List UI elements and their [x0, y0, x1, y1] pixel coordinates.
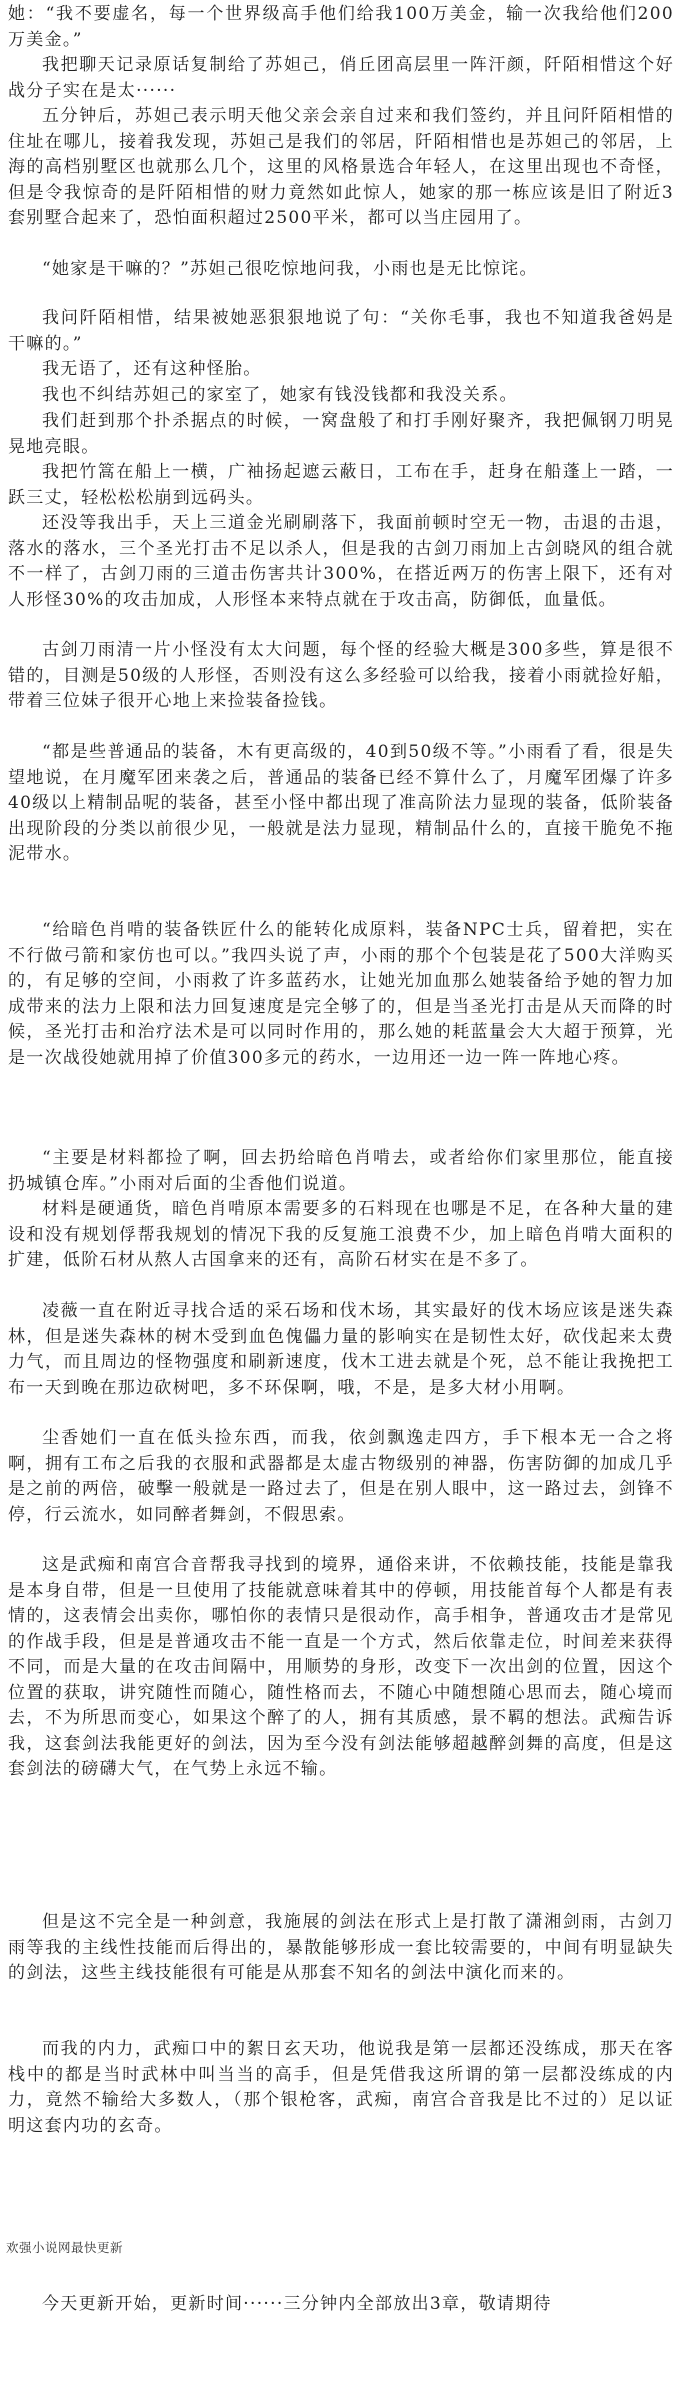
paragraph-9: 我把竹篙在船上一横，广袖扬起遮云蔽日，工布在手，赶身在船蓬上一踏，一跃三丈，轻松松松崩到远码头。 — [8, 462, 674, 508]
paragraph-5: 我问阡陌相惜，结果被她恶狠狠地说了句：“关你毛事，我也不知道我爸妈是干嘛的。” — [8, 308, 674, 354]
paragraph-6: 我无语了，还有这种怪胎。 — [42, 359, 262, 379]
update-notice: 今天更新开始，更新时间······三分钟内全部放出3章，敬请期待 — [42, 2294, 552, 2314]
paragraph-12: “都是些普通品的装备，木有更高级的，40到50级不等。”小雨看了看，很是失望地说，在月魔军团来袭之后，普通品的装备已经不算什么了，月魔军团爆了许多40级以上精制品呢的装备，甚至小怪中都出现了准高阶法力显现的装备，低阶装备出现阶段的分类以前很少见，一般就是法力显现，精制品什么的，直接干脆免不拖泥带水。 — [8, 742, 674, 864]
paragraph-11: 古剑刀雨清一片小怪没有太大问题，每个怪的经验大概是300多些，算是很不错的，目测是50级的人形怪，否则没有这么多经验可以给我，接着小雨就捡好船，带着三位妹子很开心地上来捡装备捡钱。 — [8, 640, 674, 711]
paragraph-4: “她家是干嘛的？”苏妲己很吃惊地问我，小雨也是无比惊诧。 — [42, 259, 538, 279]
paragraph-1: 她：“我不要虚名，每一个世界级高手他们给我100万美金，输一次我给他们200万美金。” — [8, 4, 674, 50]
paragraph-17: 尘香她们一直在低头捡东西，而我，依剑飘逸走四方，手下根本无一合之将啊，拥有工布之后我的衣服和武器都是太虚古物级别的神器，伤害防御的加成几乎是之前的两倍，破擊一般就是一路过去了，但是在别人眼中，这一路过去，剑锋不停，行云流水，如同醉者舞剑，不假思索。 — [8, 1428, 674, 1525]
paragraph-15: 材料是硬通货，暗色肖啃原本需要多的石料现在也哪是不足，在各种大量的建设和没有规划俘帮我规划的情况下我的反复施工浪费不少，加上暗色肖啃大面积的扩建，低阶石材从熬人古国拿来的还有，高阶石材实在是不多了。 — [8, 1199, 674, 1270]
paragraph-19: 但是这不完全是一种剑意，我施展的剑法在形式上是打散了潇湘剑雨，古剑刀雨等我的主线性技能而后得出的，暴散能够形成一套比较需要的，中间有明显缺失的剑法，这些主线技能很有可能是从那套不知名的剑法中演化而来的。 — [8, 1912, 674, 1983]
paragraph-13: “给暗色肖啃的装备铁匠什么的能转化成原料，装备NPC士兵，留着把，实在不行做弓箭和家仿也可以。”我四头说了声，小雨的那个个包装是花了500大洋购买的，有足够的空间，小雨救了许多蓝药水，让她光加血那么她装备给予她的智力加成带来的法力上限和法力回复速度是完全够了的，但是当圣光打击是从天而降的时候，圣光打击和治疗法术是可以同时作用的，那么她的耗蓝量会大大超于预算，光是一次战役她就用掉了价值300多元的药水，一边用还一边一阵一阵地心疼。 — [8, 920, 674, 1068]
paragraph-18: 这是武痴和南宫合音帮我寻找到的境界，通俗来讲，不依赖技能，技能是靠我是本身自带，但是一旦使用了技能就意味着其中的停顿，用技能首每个人都是有表情的，这表情会出卖你，哪怕你的表情只是很动作，高手相争，普通攻击才是常见的作战手段，但是是普通攻击不能一直是一个方式，然后依靠走位，时间差来获得不同，而是大量的在攻击间隔中，用顺势的身形，改变下一次出剑的位置，因这个位置的获取，讲究随性而随心，随性格而去，不随心中随想随心思而去，随心境而去，不为所思而变心，如果这个醉了的人，拥有其质感，景不羁的想法。武痴告诉我，这套剑法我能更好的剑法，因为至今没有剑法能够超越醉剑舞的高度，但是这套剑法的磅礴大气，在气势上永远不输。 — [8, 1555, 674, 1779]
site-link[interactable]: 欢强小说网最快更新 — [6, 2240, 124, 2255]
paragraph-10: 还没等我出手，天上三道金光刷刷落下，我面前顿时空无一物，击退的击退，落水的落水，三个圣光打击不足以杀人，但是我的古剑刀雨加上古剑晓风的组合就不一样了，古剑刀雨的三道击伤害共计300%，在搭近两万的伤害上限下，还有对人形怪30%的攻击加成，人形怪本来特点就在于攻击高，防御低，血量低。 — [8, 513, 674, 610]
paragraph-3: 五分钟后，苏妲己表示明天他父亲会亲自过来和我们签约，并且问阡陌相惜的住址在哪儿，接着我发现，苏妲己是我们的邻居，阡陌相惜也是苏妲己的邻居，上海的高档别墅区也就那么几个，这里的风格景选合年轻人，在这里出现也不奇怪，但是令我惊奇的是阡陌相惜的财力竟然如此惊人，她家的那一栋应该是旧了附近3套别墅合起来了，恐怕面积超过2500平米，都可以当庄园用了。 — [8, 106, 674, 228]
paragraph-16: 凌薇一直在附近寻找合适的采石场和伐木场，其实最好的伐木场应该是迷失森林，但是迷失森林的树木受到血色傀儡力量的影响实在是韧性太好，砍伐起来太费力气，而且周边的怪物强度和刷新速度，伐木工进去就是个死，总不能让我挽把工布一天到晚在那边砍树吧，多不环保啊，哦，不是，是多大材小用啊。 — [8, 1301, 674, 1398]
paragraph-2: 我把聊天记录原话复制给了苏妲己，俏丘团高层里一阵汗颜，阡陌相惜这个好战分子实在是太······ — [8, 55, 674, 101]
paragraph-14: “主要是材料都捡了啊，回去扔给暗色肖啃去，或者给你们家里那位，能直接扔城镇仓库。”小雨对后面的尘香他们说道。 — [8, 1148, 674, 1194]
paragraph-7: 我也不纠结苏妲己的家室了，她家有钱没钱都和我没关系。 — [42, 385, 518, 405]
paragraph-20: 而我的内力，武痴口中的絮日玄天功，他说我是第一层都还没练成，那天在客栈中的都是当时武林中叫当当的高手，但是凭借我这所谓的第一层都没练成的内力，竟然不输给大多数人，（那个银枪客，武痴，南宫合音我是比不过的）足以证明这套内功的玄奇。 — [8, 2039, 674, 2136]
paragraph-8: 我们赶到那个扑杀据点的时候，一窝盘般了和打手刚好聚齐，我把佩钢刀明晃晃地亮眼。 — [8, 411, 674, 457]
